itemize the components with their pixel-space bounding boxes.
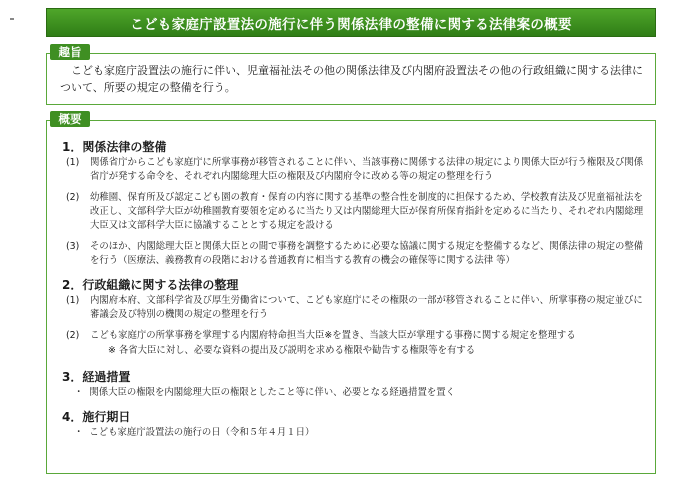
section-1-title: 1．関係法律の整備	[62, 140, 167, 154]
scan-mark	[10, 18, 14, 20]
item-number: (2)	[66, 330, 80, 341]
purpose-label: 趣旨	[50, 44, 90, 60]
section-1-item-3	[66, 240, 646, 268]
item-text: 関係省庁からこども家庭庁に所掌事務が移管されることに伴い、当該事務に関係する法律の規定により関係大臣が行う権限及び関係省庁が発する命令を、それぞれ内閣総理大臣の権限及び内閣府令に改める等の規定の整理を行う	[90, 157, 644, 182]
section-1-item-2	[66, 191, 646, 233]
bullet-text: 関係大臣の権限を内閣総理大臣の権限としたこと等に伴い、必要となる経過措置を置く	[89, 387, 456, 398]
section-2-title: 2．行政組織に関する法律の整理	[62, 278, 239, 292]
item-text: 幼稚園、保育所及び認定こども園の教育・保育の内容に関する基準の整合性を制度的に担保するため、学校教育法及び児童福祉法を改正し、文部科学大臣が幼稚園教育要領を定めるに当たり又は内閣総理大臣が保育所保育指針を定めるに当たり、それぞれ内閣総理大臣又は文部科学大臣に協議することとする規定を設ける	[90, 192, 644, 231]
item-number: (1)	[66, 157, 80, 168]
purpose-text: こども家庭庁設置法の施行に伴い、児童福祉法その他の関係法律及び内閣府設置法その他の行政組織に関する法律について、所要の規定の整備を行う。	[60, 64, 643, 94]
bullet-dot: ・	[74, 427, 84, 438]
document-title: こども家庭庁設置法の施行に伴う関係法律の整備に関する法律案の概要	[46, 8, 656, 37]
bullet-dot: ・	[74, 387, 84, 398]
section-1-item-1	[66, 156, 646, 184]
bullet-text: こども家庭庁設置法の施行の日（令和５年４月１日）	[89, 427, 315, 438]
item-text: そのほか、内閣総理大臣と関係大臣との間で事務を調整するために必要な協議に関する規定を整備するなど、関係法律の規定の整備を行う（医療法、義務教育の段階における普通教育に相当する教育の機会の確保等に関する法律 等）	[90, 241, 644, 266]
item-number: (1)	[66, 295, 80, 306]
overview-label: 概要	[50, 111, 90, 127]
section-3-bullet	[74, 386, 644, 400]
section-2-item-1	[66, 294, 646, 322]
item-number: (2)	[66, 192, 80, 203]
section-2-item-2	[66, 329, 646, 343]
section-4-bullet	[74, 426, 644, 440]
section-3-title: 3．経過措置	[62, 370, 131, 384]
section-4-title: 4．施行期日	[62, 410, 131, 424]
section-2-note: ※ 各省大臣に対し、必要な資料の提出及び説明を求める権限や勧告する権限等を有する	[108, 345, 476, 356]
item-text: 内閣府本府、文部科学省及び厚生労働省について、こども家庭庁にその権限の一部が移管されることに伴い、所掌事務の規定並びに審議会及び特別の機関の規定の整理を行う	[90, 295, 643, 320]
item-text: こども家庭庁の所掌事務を掌理する内閣府特命担当大臣※を置き、当該大臣が掌理する事務に関する規定を整理する	[90, 330, 576, 341]
item-number: (3)	[66, 241, 80, 252]
